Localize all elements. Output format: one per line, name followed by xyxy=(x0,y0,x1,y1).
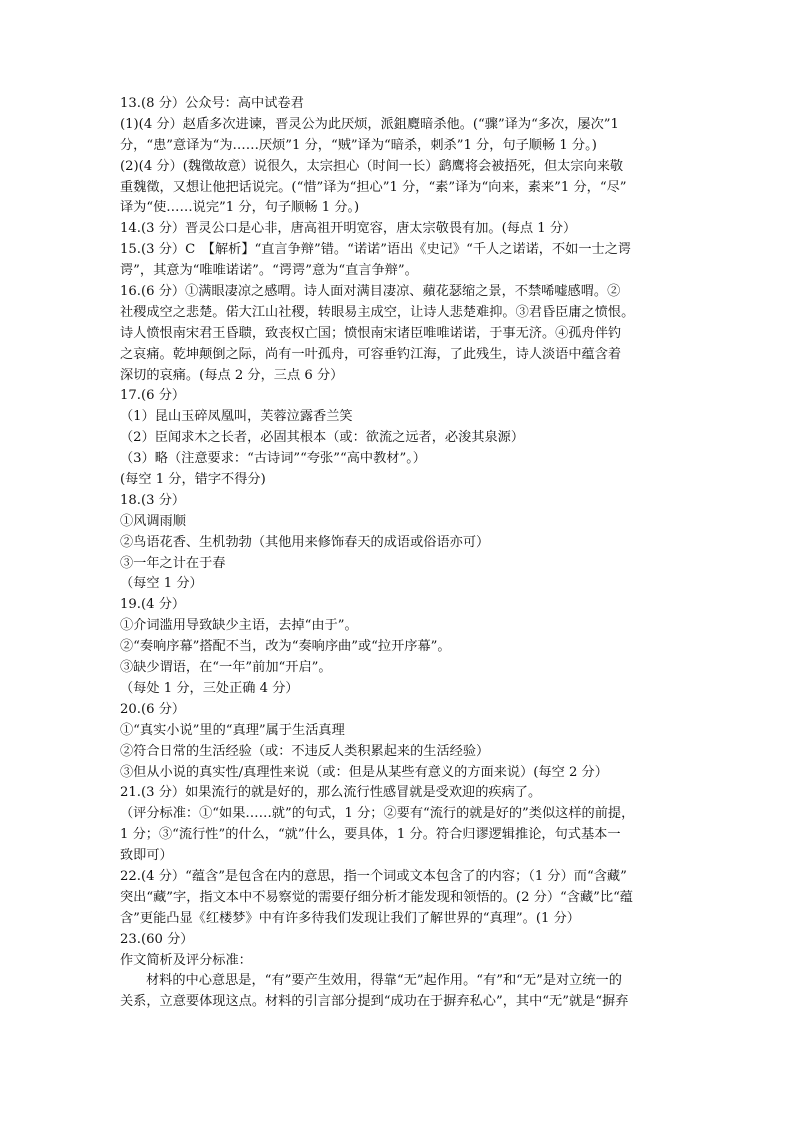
text-line: 关系，立意要体现这点。材料的引言部分提到“成功在于摒弃私心”，其中“无”就是“摒弃 xyxy=(120,994,629,1010)
text-line: 致即可） xyxy=(120,848,173,864)
text-line: （1）昆山玉碎凤凰叫，芙蓉泣露香兰笑 xyxy=(120,409,353,425)
text-line: ①介词滥用导致缺少主语，去掉“由于”。 xyxy=(120,618,358,634)
text-line: 诗人愤恨南宋君王昏聩，致丧权亡国；愤恨南宋诸臣唯唯诺诺，于事无济。④孤舟伴钓 xyxy=(120,325,622,341)
text-line: 重魏徵，又想让他把话说完。(“惜”译为“担心”1 分，“素”译为“向来，素来”1 分，“尽” xyxy=(120,179,627,195)
text-line: 19.(4 分） xyxy=(120,597,186,613)
text-line: 突出“藏”字，指文本中不易察觉的需要仔细分析才能发现和领悟的。(2 分）“含藏”比“蕴 xyxy=(120,889,633,905)
text-line: 15.(3 分）C 【解析】“直言争辩”错。“诺诺”语出《史记》“千人之诺诺，不如一士之谔 xyxy=(120,242,632,258)
text-line: 20.(6 分） xyxy=(120,701,186,717)
text-line: ①“真实小说”里的“真理”属于生活真理 xyxy=(120,722,345,738)
text-line: 分，“患”意译为“为……厌烦”1 分，“贼”译为“暗杀，刺杀”1 分，句子顺畅 1 分。) xyxy=(120,137,597,153)
text-line: ②“奏响序幕”搭配不当，改为“奏响序曲”或“拉开序幕”。 xyxy=(120,639,451,655)
text-line: 16.(6 分）①满眼凄凉之感喟。诗人面对满目凄凉、蘋花瑟缩之景，不禁唏嘘感喟。② xyxy=(120,284,621,300)
text-line: （2）臣闻求木之长者，必固其根本（或：欲流之远者，必浚其泉源） xyxy=(120,430,525,446)
text-line: 21.(3 分）如果流行的就是好的，那么流行性感冒就是受欢迎的疾病了。 xyxy=(120,785,542,801)
text-line: 22.(4 分）“蕴含”是包含在内的意思，指一个词或文本包含了的内容；（1 分）而“含藏” xyxy=(120,868,627,884)
text-line: 深切的哀痛。(每点 2 分，三点 6 分） xyxy=(120,367,344,383)
text-line: 含”更能凸显《红楼梦》中有许多待我们发现让我们了解世界的“真理”。(1 分） xyxy=(120,910,580,926)
text-line: 材料的中心意思是，“有”要产生效用，得靠“无”起作用。“有”和“无”是对立统一的 xyxy=(146,973,622,989)
text-line: ②符合日常的生活经验（或：不违反人类积累起来的生活经验） xyxy=(120,743,490,759)
text-line: 之哀痛。乾坤颠倒之际，尚有一叶孤舟，可容垂钓江海，了此残生，诗人淡语中蕴含着 xyxy=(120,346,622,362)
text-line: （每处 1 分，三处正确 4 分） xyxy=(120,680,299,696)
text-line: （评分标准：①“如果……就”的句式，1 分；②要有“流行的就是好的”类似这样的前提， xyxy=(120,806,635,822)
text-line: (1)(4 分）赵盾多次进谏，晋灵公为此厌烦，派鉏麑暗杀他。(“骤”译为“多次，屡次”1 xyxy=(120,116,619,132)
text-line: (2)(4 分）(魏徵故意）说很久，太宗担心（时间一长）鹞鹰将会被捂死，但太宗向来敬 xyxy=(120,158,624,174)
text-line: 18.(3 分） xyxy=(120,492,186,508)
text-line: 13.(8 分）公众号：高中试卷君 xyxy=(120,96,304,111)
text-line: ③但从小说的真实性/真理性来说（或：但是从某些有意义的方面来说）(每空 2 分） xyxy=(120,764,608,780)
text-line: ②鸟语花香、生机勃勃（其他用来修饰春天的成语或俗语亦可） xyxy=(120,534,490,550)
answer-key-document xyxy=(120,94,676,1013)
text-line: 17.(6 分） xyxy=(120,388,186,404)
text-line: 译为“使……说完”1 分，句子顺畅 1 分。) xyxy=(120,200,360,216)
text-line: ③一年之计在于春 xyxy=(120,555,226,571)
text-line: （3）略（注意要求：“古诗词”“夸张”“高中教材”。） xyxy=(120,451,426,467)
text-line: 谔”，其意为“唯唯诺诺”。“谔谔”意为“直言争辩”。 xyxy=(120,263,418,279)
text-line: 14.(3 分）晋灵公口是心非，唐高祖开明宽容，唐太宗敬畏有加。(每点 1 分） xyxy=(120,221,577,237)
text-line: 1 分；③“流行性”的什么，“就”什么，要具体，1 分。符合归谬逻辑推论，句式基本一 xyxy=(120,827,621,843)
text-line: 社稷成空之悲楚。偌大江山社稷，转眼易主成空，让诗人悲楚难抑。③君昏臣庸之愤恨。 xyxy=(120,304,635,320)
text-line: 作文简析及评分标准： xyxy=(120,952,252,968)
text-line: （每空 1 分） xyxy=(120,576,203,592)
text-line: ③缺少谓语，在“一年”前加“开启”。 xyxy=(120,660,332,676)
text-line: 23.(60 分） xyxy=(120,931,194,947)
text-line: (每空 1 分，错字不得分) xyxy=(120,472,266,488)
text-line: ①风调雨顺 xyxy=(120,513,186,529)
